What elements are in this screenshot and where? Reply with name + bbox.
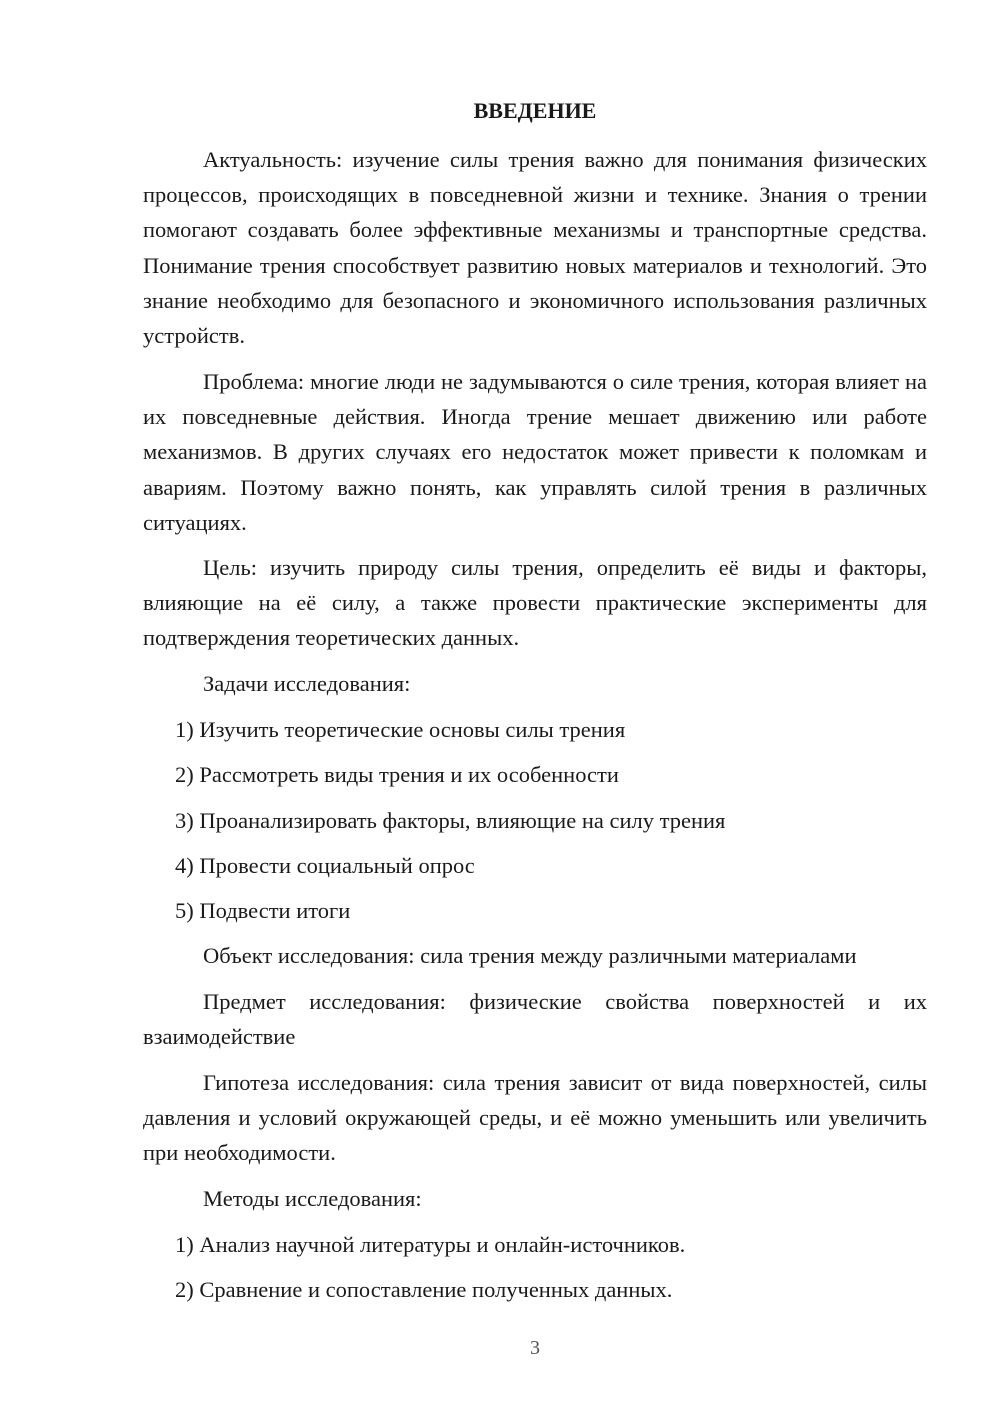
tasks-heading: Задачи исследования: (203, 671, 411, 696)
method-item: 1) Анализ научной литературы и онлайн-источников. (175, 1232, 686, 1257)
methods-heading: Методы исследования: (203, 1186, 422, 1211)
object-paragraph: Объект исследования: сила трения между различными материалами (203, 943, 857, 968)
document-page (143, 0, 927, 1414)
page-title: ВВЕДЕНИЕ (473, 98, 597, 123)
subject-paragraph: Предмет исследования: физические свойства поверхностей и их взаимодействие (143, 989, 927, 1050)
task-item: 1) Изучить теоретические основы силы трения (175, 717, 626, 742)
task-item: 4) Провести социальный опрос (175, 853, 475, 878)
goal-paragraph: Цель: изучить природу силы трения, определить её виды и факторы, влияющие на её силу, а также провести практические эксперименты для подтверждения теоретических данных. (143, 555, 927, 651)
task-item: 3) Проанализировать факторы, влияющие на силу трения (175, 808, 726, 833)
task-item: 2) Рассмотреть виды трения и их особенности (175, 762, 619, 787)
hypothesis-paragraph: Гипотеза исследования: сила трения зависит от вида поверхностей, силы давления и условий окружающей среды, и её можно уменьшить или увеличить при необходимости. (143, 1070, 927, 1166)
task-item: 5) Подвести итоги (175, 898, 351, 923)
page-number: 3 (530, 1337, 540, 1359)
method-item: 2) Сравнение и сопоставление полученных данных. (175, 1277, 673, 1302)
relevance-paragraph: Актуальность: изучение силы трения важно для понимания физических процессов, происходящих в повседневной жизни и технике. Знания о трении помогают создавать более эффективные механизмы и транспортные средства. Понимание трения способствует развитию новых материалов и технологий. Это знание необходимо для безопасного и экономичного использования различных устройств. (143, 147, 927, 349)
problem-paragraph: Проблема: многие люди не задумываются о силе трения, которая влияет на их повседневные действия. Иногда трение мешает движению или работе механизмов. В других случаях его недостаток может привести к поломкам и авариям. Поэтому важно понять, как управлять силой трения в различных ситуациях. (143, 369, 927, 535)
